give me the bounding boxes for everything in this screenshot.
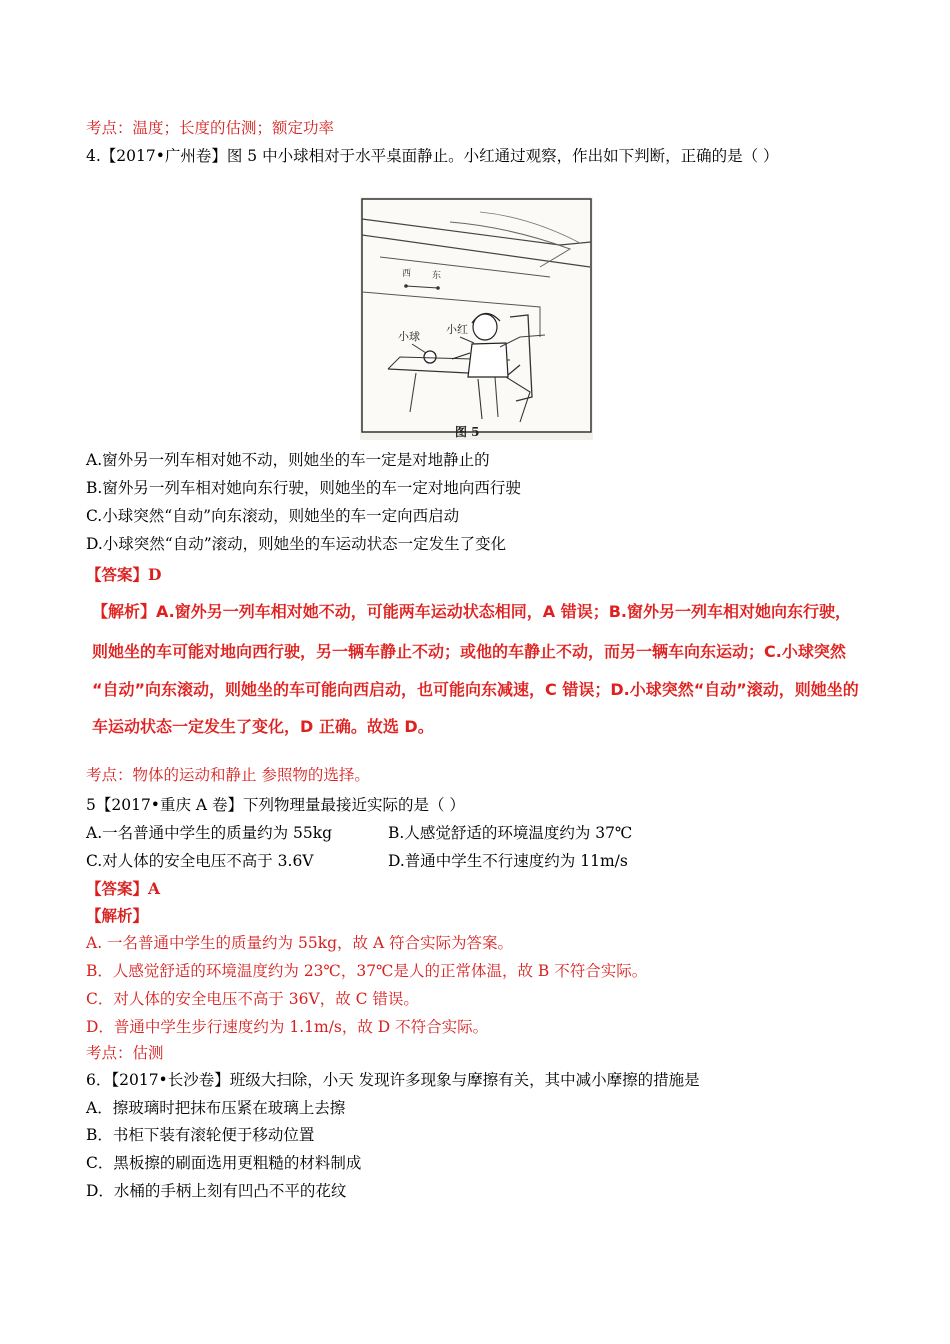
q5-answer: 【答案】A bbox=[86, 879, 161, 898]
q5-option-b: B.人感觉舒适的环境温度约为 37℃ bbox=[388, 824, 633, 842]
q3-kaodian: 考点：温度；长度的估测；额定功率 bbox=[86, 119, 335, 137]
q6-stem: 6．【2017•长沙卷】班级大扫除，小天 发现许多现象与摩擦有关，其中减小摩擦的措施是 bbox=[86, 1071, 700, 1089]
q6-option-a: A．擦玻璃时把抹布压紧在玻璃上去擦 bbox=[86, 1099, 346, 1117]
figure-caption: 图 5 bbox=[455, 425, 480, 439]
q4-analysis-line-4: 车运动状态一定发生了变化，D 正确。故选 D。 bbox=[92, 717, 434, 736]
q5-option-d: D.普通中学生不行速度约为 11m/s bbox=[388, 852, 628, 870]
figure-5-illustration bbox=[360, 197, 593, 440]
q6-option-d: D．水桶的手柄上刻有凹凸不平的花纹 bbox=[86, 1182, 347, 1200]
q6-option-b: B．书柜下装有滚轮便于移动位置 bbox=[86, 1126, 315, 1144]
q5-analysis-line-b: B．人感觉舒适的环境温度约为 23℃，37℃是人的正常体温，故 B 不符合实际。 bbox=[86, 962, 648, 980]
q5-analysis-line-a: A. 一名普通中学生的质量约为 55kg，故 A 符合实际为答案。 bbox=[86, 934, 514, 952]
label-ball: 小球 bbox=[398, 330, 420, 343]
q4-analysis-line-1: 【解析】A.窗外另一列车相对她不动，可能两车运动状态相同，A 错误；B.窗外另一列车相对她向东行驶， bbox=[92, 602, 851, 621]
q5-analysis-title: 【解析】 bbox=[86, 906, 149, 925]
q4-option-c: C.小球突然“自动”向东滚动，则她坐的车一定向西启动 bbox=[86, 507, 460, 525]
q5-stem: 5【2017•重庆 A 卷】下列物理量最接近实际的是（ ） bbox=[86, 796, 465, 814]
q4-answer: 【答案】D bbox=[86, 565, 162, 584]
q5-analysis-line-d: D．普通中学生步行速度约为 1.1m/s，故 D 不符合实际。 bbox=[86, 1018, 489, 1036]
q4-stem: 4.【2017•广州卷】图 5 中小球相对于水平桌面静止。小红通过观察，作出如下判断，正确的是（ ） bbox=[86, 147, 779, 165]
q5-option-c: C.对人体的安全电压不高于 3.6V bbox=[86, 852, 314, 870]
label-girl: 小红 bbox=[446, 323, 468, 336]
q5-option-a: A.一名普通中学生的质量约为 55kg bbox=[86, 824, 333, 842]
q4-analysis-line-3: “自动”向东滚动，则她坐的车可能向西启动，也可能向东减速，C 错误；D.小球突然“自动”滚动，则她坐的 bbox=[92, 680, 859, 699]
q4-option-b: B.窗外另一列车相对她向东行驶，则她坐的车一定对地向西行驶 bbox=[86, 479, 521, 497]
q4-option-a: A.窗外另一列车相对她不动，则她坐的车一定是对地静止的 bbox=[86, 451, 490, 469]
q4-analysis-line-2: 则她坐的车可能对地向西行驶，另一辆车静止不动；或他的车静止不动，而另一辆车向东运动；C.小球突然 bbox=[92, 642, 846, 661]
q4-option-d: D.小球突然“自动”滚动，则她坐的车运动状态一定发生了变化 bbox=[86, 535, 507, 553]
q5-analysis-line-c: C．对人体的安全电压不高于 36V，故 C 错误。 bbox=[86, 990, 419, 1008]
q4-kaodian: 考点：物体的运动和静止 参照物的选择。 bbox=[86, 766, 370, 784]
q5-kaodian: 考点：估测 bbox=[86, 1044, 164, 1062]
q6-option-c: C．黑板擦的刷面选用更粗糙的材料制成 bbox=[86, 1154, 362, 1172]
label-west: 西 bbox=[402, 269, 412, 279]
label-east: 东 bbox=[432, 271, 442, 281]
